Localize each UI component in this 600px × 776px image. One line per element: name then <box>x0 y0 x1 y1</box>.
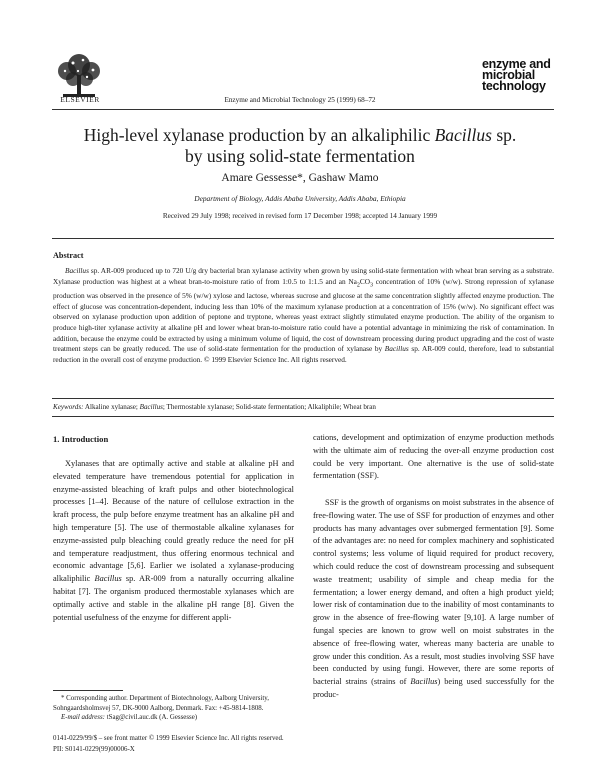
abstract-heading: Abstract <box>53 251 84 260</box>
body-text: Xylanases that are optimally active and stable at alkaline pH and elevated temperature have tremendous potential for application in enzyme-assisted bleaching of kraft pulps and other biotechnological processes [1–4]. Because of the nature of cellulose extraction in the kraft process, the pulp before enzyme treatment has an alkaline pH and high temperature [5]. The use of thermostable alkaline xylanases for enzyme-assisted pulp bleaching could greatly reduce the need for pH and temperature readjustment, thus offering enormous technical and economic advantage [5,6]. Earlier we isolated a xylanase-producing alkaliphilic <box>53 459 294 584</box>
keywords-text: Alkaline xylanase; <box>83 403 140 411</box>
subscript: 3 <box>370 282 374 289</box>
species-name: Bacillus <box>410 677 438 687</box>
section-heading-introduction: 1. Introduction <box>53 434 109 444</box>
affiliation: Department of Biology, Addis Ababa University, Addis Ababa, Ethiopia <box>194 194 406 203</box>
journal-logo-line: enzyme and <box>482 57 551 71</box>
publisher-name: ELSEVIER <box>60 95 100 104</box>
email-value: tSag@civil.auc.dk (A. Gessesse) <box>104 714 198 722</box>
species-name: Bacillus <box>384 344 409 354</box>
intro-paragraph-right-1: cations, development and optimization of enzyme production methods with the ultimate aim of reducing the over-all enzyme production cost could be very important. One alternative is the use of solid-state fermentation (SSF). <box>313 433 554 481</box>
header-rule <box>52 109 554 110</box>
email-label: E-mail address: <box>61 714 105 722</box>
journal-citation: Enzyme and Microbial Technology 25 (1999) 68–72 <box>224 96 376 104</box>
title-text: sp. <box>491 125 517 145</box>
species-name: Bacillus <box>65 266 89 275</box>
journal-logo-line: technology <box>482 79 546 93</box>
footnote <box>53 694 294 723</box>
journal-logo <box>482 59 552 92</box>
body-text: ) being used successfully for the produc- <box>313 677 555 699</box>
abstract-body <box>53 266 554 366</box>
authors: Amare Gessesse*, Gashaw Mamo <box>221 172 379 184</box>
received-dates: Received 29 July 1998; received in revised form 17 December 1998; accepted 14 January 1999 <box>162 212 438 220</box>
keywords <box>53 403 554 411</box>
pii-line: PII: S0141-0229(99)00006-X <box>53 746 135 753</box>
paper-title <box>60 125 540 167</box>
corresponding-author-note: * Corresponding author. Department of Biotechnology, Aalborg University, Sohngaardsholmsvej 57, DK-9000 Aalborg, Denmark. Fax: +45-9814-1808. <box>53 695 269 712</box>
title-text: High-level xylanase production by an alkaliphilic <box>83 125 435 145</box>
intro-paragraph-left <box>53 458 294 624</box>
keywords-rule-bottom <box>52 416 554 417</box>
species-name: Bacillus <box>94 574 122 584</box>
abstract-rule-top <box>52 238 554 239</box>
keywords-rule <box>52 398 554 399</box>
title-text: by using solid-state fermentation <box>185 146 415 166</box>
footnote-rule <box>53 690 123 691</box>
keywords-text: ; Thermostable xylanase; Solid-state fermentation; Alkaliphile; Wheat bran <box>162 403 376 411</box>
body-text: SSF is the growth of organisms on moist substrates in the absence of free-flowing water. The use of SSF for production of enzymes and other products has many advantages over submerged fermentation [9]. Some of the advantages are: no need for complex machinery and sophisticated control systems; less volume of liquid required for product recovery, which could reduce the cost of downstream processing and subsequent waste treatment; usability of simple and cheap media for the fermentation; a lower energy demand, and often a high product yield; lower risk of contamination due to the inability of most contaminants to grow in the absence of free-flowing water [9,10]. A large number of fungal species are known to grow well on moist substrates in the absence of free-flowing water, whereas many bacteria are unable to grow under this condition. As a result, most studies involving SSF have been conducted by using fungi. However, there are some reports of bacterial strains (strains of <box>313 498 554 687</box>
abstract-text: sp. AR-009 produced up to 720 U/g dry bacterial bran xylanase activity when grown by using solid-state fermentation with wheat bran serving as a substrate. Xylanase production was highest at a wheat bran-to-moisture ratio of from 1:0.5 to 1:1.5 and an Na <box>53 266 554 286</box>
keywords-label: Keywords: <box>53 403 84 411</box>
species-name: Bacillus <box>139 403 163 411</box>
intro-paragraph-right-2 <box>313 497 554 702</box>
abstract-text: CO <box>359 276 371 286</box>
issn-line: 0141-0229/99/$ – see front matter © 1999 Elsevier Science Inc. All rights reserved. <box>53 735 284 742</box>
body-text: sp. AR-009 from a naturally occurring alkaline habitat [7]. The organism produced thermostable xylanases which are optimally active and stable in the alkaline pH range [8]. Given the potential usefulness of the enzyme for different appli- <box>53 574 294 622</box>
subscript: 2 <box>356 282 360 289</box>
journal-logo-line: microbial <box>482 68 535 82</box>
abstract-text: sp. AR-009 could, therefore, lead to substantial reduction in the overall cost of enzyme production. © 1999 Elsevier Science Inc. All rights reserved. <box>53 344 554 365</box>
title-species: Bacillus <box>434 125 492 145</box>
email-line <box>53 713 294 723</box>
abstract-text: concentration of 10% (w/w). Strong repression of xylanase production was observed in the presence of 5% (w/w) xylose and lactose, whereas sucrose and glucose at the same concentration slightly affected enzyme production. The effect of glucose was concentration-dependent, inducing less than 10% of the maximum xylanase production at a concentration of 15% (w/w). No significant effect was observed on xylanase production upon addition of peptone and tryptone, whereas yeast extract slightly stimulated enzyme production. The ability of the organism to produce high-titer xylanase activity at alkaline pH and lower wheat bran-to-moisture ratio could have a potential advantage in minimizing the risk of contamination. In addition, because the enzyme could be extracted by using a minimum volume of liquid, the cost of downstream processing during product upgrading and the cost of waste treatment steps can be greatly reduced. The use of solid-state fermentation for the production of xylanase by <box>53 276 554 354</box>
